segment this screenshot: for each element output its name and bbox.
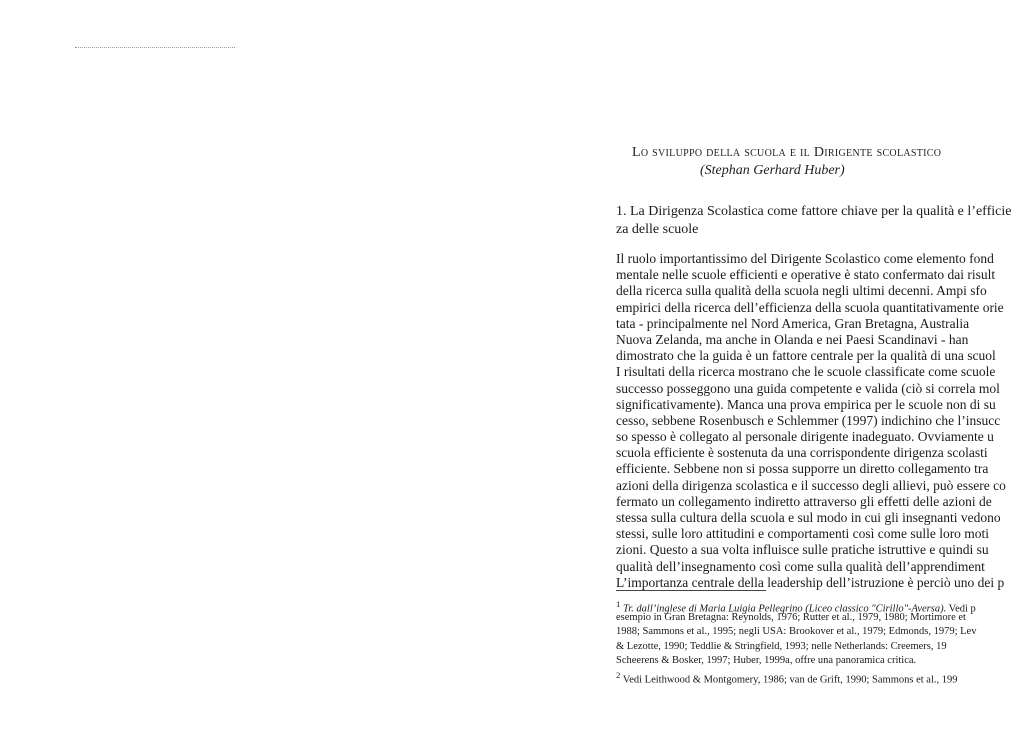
chapter-author: (Stephan Gerhard Huber) [700, 163, 845, 178]
body-line: azioni della dirigenza scolastica e il successo degli allievi, può essere co [616, 477, 1006, 493]
footnote-mark: 2 [616, 669, 621, 680]
body-line: cesso, sebbene Rosenbusch e Schlemmer (1997) indichino che l’insucc [616, 412, 1001, 428]
body-line: empirici della ricerca dell’efficienza della scuola quantitativamente orie [616, 299, 1004, 315]
body-line: zioni. Questo a sua volta influisce sulle pratiche istruttive e quindi su [616, 542, 989, 558]
body-line: successo posseggono una guida competente e valida (ciò si correla mol [616, 380, 1000, 396]
heading-line: za delle scuole [616, 222, 699, 237]
footnote-line [616, 668, 976, 686]
chapter-title: Lo sviluppo della scuola e il Dirigente scolastico [632, 145, 942, 160]
body-line: scuola efficiente è sostenuta da una corrispondente dirigenza scolasti [616, 445, 988, 461]
footnote-line [616, 640, 976, 654]
footnotes [616, 597, 977, 686]
footnote-text: Vedi Leithwood & Montgomery, 1986; van de Grift, 1990; Sammons et al., 199 [620, 674, 958, 686]
footnote-text: esempio in Gran Bretagna: Reynolds, 1976; Rutter et al., 1979, 1980; Mortimore et [616, 612, 966, 624]
body-line: della ricerca sulla qualità della scuola negli ultimi decenni. Ampi sfo [616, 283, 987, 299]
footnote-italic: Tr. dall’inglese di Maria Luigia Pellegrino (Liceo classico "Cirillo"-Aversa). [623, 603, 947, 615]
footnote-text: Scheerens & Bosker, 1997; Huber, 1999a, offre una panoramica critica. [616, 654, 917, 666]
body-line: Nuova Zelanda, ma anche in Olanda e nei Paesi Scandinavi - han [616, 331, 969, 347]
body-line: significativamente). Manca una prova empirica per le scuole non di su [616, 396, 996, 412]
footnote-line [616, 625, 976, 639]
body-line: efficiente. Sebbene non si possa supporre un diretto collegamento tra [616, 461, 989, 477]
footnote-divider [616, 590, 766, 591]
body-line: fermato un collegamento indiretto attraverso gli effetti delle azioni de [616, 493, 992, 509]
body-line: qualità dell’insegnamento così come sulla qualità dell’apprendiment [616, 558, 985, 574]
footnote-text: & Lezotte, 1990; Teddlie & Stringfield, 1993; nelle Netherlands: Creemers, 19 [616, 640, 947, 652]
body-line: dimostrato che la guida è un fattore centrale per la qualità di una scuol [616, 348, 996, 364]
footnote-line [616, 597, 976, 615]
body-line: stessi, sulle loro attitudini e comportamenti così come sulle loro moti [616, 526, 990, 542]
body-line: so spesso è collegato al personale dirigente inadeguato. Ovviamente u [616, 429, 994, 445]
footnote-text: Vedi p [946, 603, 976, 615]
body-line: I risultati della ricerca mostrano che le scuole classificate come scuole [616, 364, 996, 380]
footnote-mark: 1 [616, 599, 621, 609]
body-line: L’importanza centrale della leadership dell’istruzione è perciò uno dei p [616, 574, 1005, 590]
body-text [616, 251, 1006, 591]
footnote-line [616, 611, 976, 625]
heading-line: 1. La Dirigenza Scolastica come fattore chiave per la qualità e l’efficie [616, 204, 1012, 219]
footnote-text: 1988; Sammons et al., 1995; negli USA: Brookover et al., 1979; Edmonds, 1979; Lev [616, 626, 977, 638]
footnote-line [616, 654, 976, 668]
body-line: mentale nelle scuole efficienti e operative è stato confermato dai risult [616, 267, 996, 283]
body-line: tata - principalmente nel Nord America, Gran Bretagna, Australia [616, 315, 970, 331]
body-line: Il ruolo importantissimo del Dirigente Scolastico come elemento fond [616, 251, 994, 266]
page-right [614, 0, 1024, 736]
body-line: stessa sulla cultura della scuola e sul modo in cui gli insegnanti vedono [616, 510, 1001, 525]
scan-artifact-line [75, 47, 235, 48]
section-heading [616, 203, 1011, 239]
